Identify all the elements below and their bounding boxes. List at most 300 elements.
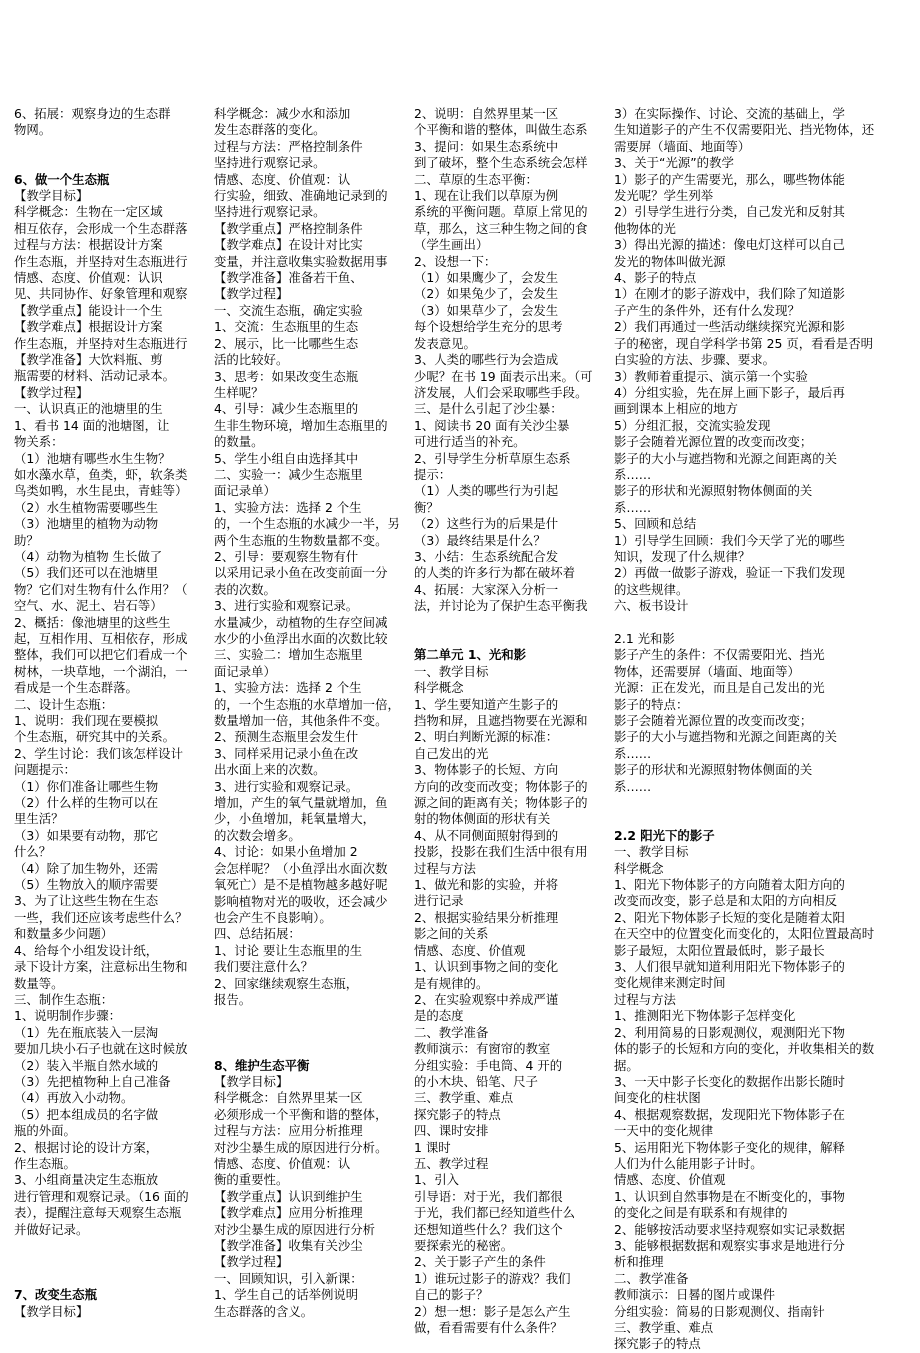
text-line: 三、教学重、难点: [414, 1090, 514, 1106]
text-line: 要探索光的秘密。: [414, 1238, 514, 1253]
text-line: 和数量多少问题）: [14, 926, 114, 942]
text-line: 自己发出的光: [414, 745, 489, 761]
text-line: 方向的改变而改变；物体影子的: [414, 778, 588, 794]
text-line: 影子产生的条件：不仅需要阳光、挡光: [614, 647, 825, 663]
text-line: 1）引导学生回顾：我们今天学了光的哪些: [614, 532, 845, 548]
text-line: 在天空中的位置变化而变化的，太阳位置最高时: [614, 926, 875, 942]
text-line: （2）这些行为的后果是什: [414, 516, 559, 532]
text-line: [14, 1271, 228, 1287]
text-line: 间变化的柱状图: [614, 1090, 701, 1106]
text-line: 影子的大小与遮挡物和光源之间距离的关: [614, 450, 838, 466]
text-line: 3、进行实验和观察记录。: [214, 778, 359, 794]
text-line: 3、进行实验和观察记录。: [214, 598, 359, 614]
text-line: 子的秘密，现自学科学书第 25 页，看看是否明: [614, 335, 874, 351]
text-line: 2）引导学生进行分类，自己发光和反射其: [614, 204, 845, 220]
text-line: 挡物和屏，且遮挡物要在光源和: [414, 713, 588, 728]
text-line: 3、人们很早就知道利用阳光下物体影子的: [614, 959, 845, 975]
text-column-4: [614, 106, 914, 1352]
text-line: 2、关于影子产生的条件: [414, 1254, 546, 1270]
text-line: 如水藻水草，鱼类，虾，软条类: [14, 466, 188, 482]
text-line: 引导语：对于光，我们都很: [414, 1188, 563, 1204]
text-line: （学生画出）: [414, 237, 489, 253]
text-line: 4、从不同侧面照射得到的: [414, 827, 559, 843]
text-line: 坚持进行观察记录。: [214, 204, 326, 220]
text-line: 1）谁玩过影子的游戏？我们: [414, 1270, 571, 1286]
text-line: 的变化之间是有联系和有规律的: [614, 1205, 788, 1221]
text-line: 对沙尘暴生成的原因进行分析: [214, 1221, 376, 1237]
text-line: 1、实验方法：选择 2 个生: [214, 680, 362, 696]
text-line: 衡的重要性。: [214, 1172, 289, 1188]
text-line: 2、在实验观察中养成严谨: [414, 991, 559, 1007]
text-line: 2）再做一做影子游戏，验证一下我们发现: [614, 565, 845, 581]
text-line: 四、课时安排: [414, 1123, 489, 1139]
text-line: 进行管理和观察记录。（16 面的: [14, 1188, 189, 1204]
text-line: （4）再放入小动物。: [14, 1090, 134, 1106]
text-line: 2、预测生态瓶里会发生什: [214, 729, 359, 745]
text-line: 的次数会增多。: [214, 827, 301, 843]
text-line: 表的次数。: [214, 581, 276, 597]
text-line: 还想知道些什么？我们这个: [414, 1221, 563, 1237]
text-line: 析和推理: [614, 1254, 664, 1270]
text-line: 过程与方法: [614, 991, 676, 1007]
text-line: 光源：正在发光，而且是自己发出的光: [614, 680, 825, 696]
text-line: 5、学生小组自由选择其中: [214, 450, 359, 466]
text-line: 2、引导：要观察生物有什: [214, 548, 359, 564]
text-line: 并做好记录。: [14, 1221, 89, 1237]
text-line: 【教学目标】: [14, 188, 89, 203]
text-line: 4、影子的特点: [614, 270, 697, 286]
text-line: 2、回家继续观察生态瓶，: [214, 975, 359, 991]
text-line: 改变而改变，影子总是和太阳的方向相反: [614, 893, 838, 909]
text-line: 发表意见。: [414, 335, 476, 351]
text-line: 瓶需要的材料、活动记录本。: [14, 368, 176, 384]
text-line: 水少的小鱼浮出水面的次数比较: [214, 631, 388, 646]
text-line: 三、是什么引起了沙尘暴：: [414, 401, 563, 417]
text-line: （2）水生植物需要哪些生: [14, 499, 159, 515]
text-line: 3、人类的哪些行为会造成: [414, 352, 559, 368]
text-line: 2、能够按活动要求坚持观察如实记录数据: [614, 1221, 845, 1237]
text-line: 过程与方法：严格控制条件: [214, 138, 363, 154]
text-line: （3）最终结果是什么？: [414, 532, 546, 548]
text-line: 报告。: [214, 991, 252, 1007]
text-line: 提示：: [414, 466, 452, 482]
text-line: （3）先把植物种上自己准备: [14, 1073, 171, 1089]
text-line: 做，看看需要有什么条件？: [414, 1320, 563, 1336]
text-line: 1、认识到自然事物是在不断变化的，事物: [614, 1188, 845, 1204]
text-line: 于光，我们都已经知道些什么: [414, 1205, 576, 1221]
text-line: 衡？: [414, 499, 439, 515]
text-line: 发光呢？学生列举: [614, 188, 714, 204]
text-line: 进行记录: [414, 893, 464, 909]
text-line: 物关系：: [14, 434, 64, 450]
text-line: 3、物体影子的长短、方向: [414, 762, 559, 778]
text-line: 分组实验：手电筒、4 开的: [414, 1057, 563, 1073]
text-line: （1）先在瓶底装入一层淘: [14, 1024, 159, 1040]
text-line: 【教学准备】收集有关沙尘: [214, 1237, 363, 1253]
text-line: （4）除了加生物外，还需: [14, 860, 159, 876]
text-line: 子产生的条件外，还有什么发现？: [614, 302, 800, 318]
text-line: 1、说明制作步骤：: [14, 1008, 122, 1024]
text-line: 【教学难点】应用分析推理: [214, 1205, 363, 1221]
text-line: （2）装入半瓶自然水域的: [14, 1057, 159, 1073]
text-line: 发光的物体叫做光源: [614, 253, 726, 269]
text-line: 教师演示：日晷的图片或课件: [614, 1287, 776, 1303]
text-line: 影子的形状和光源照射物体侧面的关: [614, 483, 813, 499]
text-line: [414, 631, 618, 647]
text-line: 作生态瓶。: [14, 1155, 76, 1171]
text-line: 是有规律的。: [414, 975, 489, 991]
text-line: 的，一个生态瓶的水减少一半，另: [214, 516, 400, 532]
text-line: 1）在刚才的影子游戏中，我们除了知道影: [614, 286, 845, 302]
text-line: 3、关于“光源”的教学: [614, 155, 734, 171]
text-line: 科学概念: [414, 680, 464, 696]
text-line: 过程与方法：根据设计方案: [14, 237, 163, 253]
text-line: 1、阅读书 20 面有关沙尘暴: [414, 417, 570, 433]
text-line: 投影，投影在我们生活中很有用: [414, 844, 588, 860]
text-line: 3、为了让这些生物在生态: [14, 893, 159, 909]
text-line: 【教学难点】根据设计方案: [14, 319, 163, 335]
text-line: 氧死亡）是不是植物越多越好呢: [214, 877, 388, 893]
text-line: 1）影子的产生需要光，那么，哪些物体能: [614, 171, 845, 187]
text-line: 一、回顾知识，引入新课：: [214, 1270, 363, 1286]
text-line: 3）得出光源的描述：像电灯这样可以自己: [614, 237, 845, 253]
text-line: 二、实验一：减少生态瓶里: [214, 466, 363, 482]
text-line: （1）你们准备让哪些生物: [14, 778, 159, 794]
text-line: 一、认识真正的池塘里的生: [14, 401, 163, 417]
text-line: 瓶的外面。: [14, 1123, 76, 1139]
text-line: 水量减少，动植物的生存空间减: [214, 614, 388, 630]
text-line: 科学概念：自然界里某一区: [214, 1090, 363, 1106]
text-line: 【教学目标】: [14, 1303, 89, 1319]
text-line: 系……: [614, 499, 652, 515]
text-line: 坚持进行观察记录。: [214, 155, 326, 171]
text-line: [14, 155, 228, 171]
text-line: 4、根据观察数据，发现阳光下物体影子在: [614, 1106, 845, 1122]
text-line: [614, 795, 914, 811]
text-line: 会怎样呢？（小鱼浮出水面次数: [214, 860, 388, 876]
text-line: 2、设想一下：: [414, 253, 497, 269]
text-line: 1、做光和影的实验，并将: [414, 877, 559, 893]
text-line: 鸟类如鸭，水生昆虫，青蛙等）: [14, 483, 188, 499]
text-line: 影子的形状和光源照射物体侧面的关: [614, 762, 813, 778]
text-line: 他物体的光: [614, 220, 676, 236]
text-line: 2、根据讨论的设计方案，: [14, 1139, 159, 1155]
text-line: 3、小组商量决定生态瓶放: [14, 1172, 159, 1188]
text-line: 以采用记录小鱼在改变前面一分: [214, 565, 388, 581]
text-line: （5）生物放入的顺序需要: [14, 877, 159, 893]
text-line: 四、总结拓展：: [214, 926, 301, 942]
text-line: （5）我们还可以在池塘里: [14, 565, 159, 581]
text-line: 系……: [614, 778, 652, 794]
text-line: 探究影子的特点: [414, 1106, 501, 1122]
text-line: 情感、态度、价值观：认识: [14, 270, 163, 286]
text-line: 5、回顾和总结: [614, 516, 697, 532]
text-line: 一些，我们还应该考虑些什么？: [14, 909, 188, 925]
text-line: （3）池塘里的植物为动物: [14, 516, 159, 532]
text-line: [14, 139, 228, 155]
text-line: （3）如果草少了，会发生: [414, 302, 559, 318]
text-line: （1）池塘有哪些水生生物？: [14, 450, 171, 466]
text-line: 2、学生讨论：我们该怎样设计: [14, 745, 183, 761]
text-line: 2）我们再通过一些活动继续探究光源和影: [614, 319, 845, 335]
text-line: 1、现在让我们以草原为例: [414, 188, 559, 204]
text-line: 生样呢？: [214, 384, 264, 400]
text-line: 的小木块、铅笔、尺子: [414, 1073, 538, 1089]
text-line: 自己的影子？: [414, 1287, 489, 1303]
text-line: 射的物体侧面的形状有关: [414, 811, 551, 827]
text-line: 4、拓展：大家深入分析一: [414, 581, 559, 597]
text-line: 据。: [614, 1057, 639, 1073]
text-line: 2）想一想：影子是怎么产生: [414, 1303, 571, 1319]
text-line: 增加，产生的氧气量就增加，鱼: [214, 795, 388, 811]
text-line: （5）把本组成员的名字做: [14, 1106, 159, 1122]
text-line: 是的态度: [414, 1008, 464, 1024]
text-line: 3、小结：生态系统配合发: [414, 548, 559, 564]
text-line: 什么？: [14, 844, 52, 860]
text-line: 科学概念：减少水和添加: [214, 106, 351, 121]
text-line: 探究影子的特点: [614, 1336, 701, 1352]
text-line: 里生活？: [14, 811, 64, 827]
text-line: 1、讨论 要让生态瓶里的生: [214, 942, 363, 958]
text-line: 变量，并注意收集实验数据用事: [214, 253, 388, 269]
text-line: 一、教学目标: [414, 663, 489, 679]
text-line: 1、认识到事物之间的变化: [414, 959, 559, 975]
text-line: 树林，一块草地，一个湖泊，一: [14, 663, 188, 679]
text-line: 教师演示：有窗帘的教室: [414, 1041, 551, 1057]
text-line: 1、学生自己的话举例说明: [214, 1287, 359, 1303]
text-line: 体的影子的长短和方向的变化，并收集相关的数: [614, 1041, 875, 1057]
text-line: 白实验的方法、步骤、要求。: [614, 352, 776, 368]
text-line: （4）动物为植物 生长做了: [14, 548, 163, 564]
text-line: [614, 615, 914, 631]
text-line: 面记录单）: [214, 483, 276, 499]
text-line: 1、交流：生态瓶里的生态: [214, 319, 359, 335]
text-line: （2）如果兔少了，会发生: [414, 286, 559, 302]
text-line: 2、说明：自然界里某一区: [414, 106, 559, 121]
text-line: 二、教学准备: [414, 1024, 489, 1040]
text-line: 【教学过程】: [214, 286, 289, 302]
text-line: 【教学过程】: [214, 1254, 289, 1270]
text-line: 可进行适当的补充。: [414, 434, 526, 450]
text-line: （3）如果要有动物，那它: [14, 827, 159, 843]
text-line: 5）分组汇报，交流实验发现: [614, 417, 771, 433]
text-line: 知识，发现了什么规律？: [614, 548, 751, 564]
text-line: 出水面上来的次数。: [214, 762, 326, 778]
text-line: 情感、态度、价值观: [414, 942, 526, 958]
text-line: 每个设想给学生充分的思考: [414, 319, 563, 335]
text-line: 一、交流生态瓶，确定实验: [214, 302, 363, 318]
text-line: 4）分组实验，先在屏上画下影子，最后再: [614, 384, 845, 400]
text-line: 系……: [614, 745, 652, 761]
text-line: 3、思考：如果改变生态瓶: [214, 368, 359, 384]
text-line: 【教学重点】严格控制条件: [214, 220, 363, 236]
text-line: [414, 615, 618, 631]
text-line: 也会产生不良影响）。: [214, 909, 332, 925]
text-line: 5、运用阳光下物体影子变化的规律，解释: [614, 1139, 845, 1155]
text-line: 分组实验：简易的日影观测仪、指南针: [614, 1303, 825, 1319]
section-heading: 6、做一个生态瓶: [14, 171, 110, 187]
text-line: 源之间的距离有关；物体影子的: [414, 795, 588, 811]
text-line: 影子会随着光源位置的改变而改变；: [614, 713, 813, 729]
text-line: 我们要注意什么？: [214, 959, 314, 975]
text-line: 二、教学准备: [614, 1270, 689, 1286]
text-line: 面记录单）: [214, 663, 276, 679]
text-line: 草，那么，这三种生物之间的食: [414, 220, 588, 236]
text-line: 整体，我们可以把它们看成一个: [14, 647, 188, 663]
text-line: 1、推测阳光下物体影子怎样变化: [614, 1008, 796, 1024]
text-line: 影响植物对光的吸收，还会减少: [214, 893, 388, 909]
text-line: 科学概念: [614, 860, 664, 876]
text-line: 要加几块小石子也就在这时候放: [14, 1041, 188, 1057]
text-line: 2、根据实验结果分析推理: [414, 909, 559, 925]
text-line: 助？: [14, 532, 39, 548]
text-line: 三、教学重、难点: [614, 1320, 714, 1336]
text-line: 【教学重点】认识到维护生: [214, 1188, 363, 1204]
text-line: 3）在实际操作、讨论、交流的基础上，学: [614, 106, 845, 121]
text-line: 作生态瓶，并坚持对生态瓶进行: [14, 335, 188, 351]
text-line: 作生态瓶，并坚持对生态瓶进行: [14, 253, 188, 269]
text-line: 影子最短，太阳位置最低时，影子最长: [614, 942, 825, 958]
text-line: 2.1 光和影: [614, 630, 675, 646]
text-line: 过程与方法：应用分析推理: [214, 1123, 363, 1139]
text-line: 济发展，人们会采取哪些手段。: [414, 384, 588, 400]
text-line: [614, 811, 914, 827]
text-line: 影子的特点：: [614, 696, 689, 712]
text-line: 问题提示：: [14, 762, 76, 778]
text-line: 数量等。: [14, 975, 64, 991]
text-line: 情感、态度、价值观: [614, 1172, 726, 1188]
text-line: 过程与方法: [414, 860, 476, 876]
text-line: 2、引导学生分析草原生态系: [414, 450, 571, 466]
text-line: 对沙尘暴生成的原因进行分析。: [214, 1139, 388, 1155]
text-line: 1、说明：我们现在要模拟: [14, 713, 159, 728]
text-line: 【教学难点】在设计对比实: [214, 237, 363, 253]
text-line: [214, 1008, 414, 1024]
text-line: 物网。: [14, 122, 52, 138]
text-line: 看成是一个生态群落。: [14, 680, 138, 696]
section-heading: 7、改变生态瓶: [14, 1287, 97, 1303]
text-line: 3、提问：如果生态系统中: [414, 138, 559, 154]
text-column-3: [414, 106, 618, 1336]
text-line: 法，并讨论为了保护生态平衡我: [414, 598, 588, 614]
text-line: 情感、态度、价值观：认: [214, 1155, 351, 1171]
text-line: 【教学准备】准备若干鱼、: [214, 270, 363, 286]
text-line: 【教学目标】: [214, 1073, 289, 1089]
text-line: 系统的平衡问题。草原上常见的: [414, 204, 588, 220]
text-line: 影子会随着光源位置的改变而改变；: [614, 434, 813, 450]
text-line: 三、制作生态瓶：: [14, 991, 114, 1007]
text-line: （2）什么样的生物可以在: [14, 795, 159, 811]
text-line: 三、实验二：增加生态瓶里: [214, 647, 363, 663]
text-line: [14, 1238, 228, 1254]
text-column-2: [214, 106, 414, 1319]
text-line: 系……: [614, 466, 652, 482]
text-line: 2、展示，比一比哪些生态: [214, 335, 359, 351]
text-line: 3）教师着重提示、演示第一个实验: [614, 368, 808, 384]
text-line: 的这些规律。: [614, 581, 689, 597]
text-line: 个生态瓶，研究其中的关系。: [14, 729, 176, 745]
text-line: 2、阳光下物体影子长短的变化是随着太阳: [614, 909, 845, 925]
text-column-1: [14, 106, 228, 1319]
text-line: 画到课本上相应的地方: [614, 401, 738, 417]
section-heading: 8、维护生态平衡: [214, 1057, 310, 1073]
text-line: 【教学重点】能设计一个生: [14, 302, 163, 318]
text-line: 3、一天中影子长变化的数据作出影长随时: [614, 1073, 845, 1089]
text-line: 1、看书 14 面的池塘图，让: [14, 417, 170, 433]
text-line: 二、草原的生态平衡：: [414, 171, 538, 187]
text-line: 数量增加一倍，其他条件不变。: [214, 713, 388, 729]
text-line: 物体，还需要屏（墙面、地面等）: [614, 663, 800, 679]
text-line: 生非生物环境，增加生态瓶里的: [214, 417, 388, 433]
section-heading: 2.2 阳光下的影子: [614, 827, 715, 843]
text-line: 表），提醒注意每天观察生态瓶: [14, 1205, 182, 1221]
text-line: 生知道影子的产生不仅需要阳光、挡光物体，还: [614, 122, 875, 138]
text-line: 个平衡和谐的整体，叫做生态系: [414, 122, 588, 138]
text-line: （1）如果鹰少了，会发生: [414, 270, 559, 286]
text-line: 1、实验方法：选择 2 个生: [214, 499, 362, 515]
text-line: 人们为什么能用影子计时。: [614, 1155, 763, 1171]
text-line: 空气、水、泥土、岩石等）: [14, 598, 163, 614]
text-line: 六、板书设计: [614, 598, 689, 614]
text-line: 两个生态瓶的生物数量都不变。: [214, 532, 388, 548]
text-line: 4、给每个小组发设计纸，: [14, 942, 159, 958]
text-line: 1 课时: [414, 1139, 451, 1155]
text-line: 的数量。: [214, 434, 264, 450]
text-line: 行实验，细致、准确地记录到的: [214, 188, 388, 204]
text-line: 的人类的许多行为都在破坏着: [414, 565, 576, 581]
text-line: 【教学过程】: [14, 384, 89, 400]
text-line: 生态群落的含义。: [214, 1303, 314, 1319]
text-line: 影子的大小与遮挡物和光源之间距离的关: [614, 729, 838, 745]
text-line: （1）人类的哪些行为引起: [414, 483, 559, 499]
text-line: 2、明白判断光源的标准：: [414, 729, 559, 745]
text-line: 1、引入: [414, 1172, 460, 1188]
text-line: 发生态群落的变化。: [214, 122, 326, 138]
text-line: 情感、态度、价值观：认: [214, 171, 351, 187]
text-line: 录下设计方案，注意标出生物和: [14, 959, 188, 975]
text-line: 【教学准备】大饮料瓶、剪: [14, 352, 163, 368]
text-line: [214, 1025, 414, 1041]
text-line: 6、拓展：观察身边的生态群: [14, 106, 171, 121]
text-line: 1、学生要知道产生影子的: [414, 696, 559, 712]
text-line: 影之间的关系: [414, 926, 489, 942]
text-line: 3、能够根据数据和观察实事求是地进行分: [614, 1237, 845, 1253]
text-line: 五、教学过程: [414, 1155, 489, 1171]
text-line: 4、引导：减少生态瓶里的: [214, 401, 359, 417]
text-line: 起，互相作用、互相依存，形成: [14, 630, 188, 646]
text-line: 必须形成一个平衡和谐的整体，: [214, 1106, 388, 1122]
text-line: 见、共同协作、好象管理和观察: [14, 286, 188, 302]
text-line: 的，一个生态瓶的水草增加一倍，: [214, 696, 400, 712]
text-line: 一天中的变化规律: [614, 1123, 714, 1139]
text-line: 到了破坏，整个生态系统会怎样: [414, 155, 588, 171]
text-line: 科学概念：生物在一定区域: [14, 204, 163, 220]
text-line: 少，小鱼增加，耗氧量增大，: [214, 811, 376, 827]
text-line: 3、同样采用记录小鱼在改: [214, 745, 359, 761]
text-line: 活的比较好。: [214, 352, 289, 368]
text-line: 2、概括：像池塘里的这些生: [14, 614, 171, 630]
text-line: 1、阳光下物体影子的方向随着太阳方向的: [614, 877, 845, 893]
text-line: 二、设计生态瓶：: [14, 696, 114, 712]
text-line: 一、教学目标: [614, 844, 689, 860]
text-line: 变化规律来测定时间: [614, 975, 726, 991]
text-line: [14, 1254, 228, 1270]
text-line: 相互依存，会形成一个生态群落: [14, 220, 188, 236]
section-heading: 第二单元 1、光和影: [414, 647, 527, 663]
text-line: [214, 1041, 414, 1057]
text-line: 物？它们对生物有什么作用？（: [14, 581, 188, 597]
text-line: 需要屏（墙面、地面等）: [614, 138, 751, 154]
